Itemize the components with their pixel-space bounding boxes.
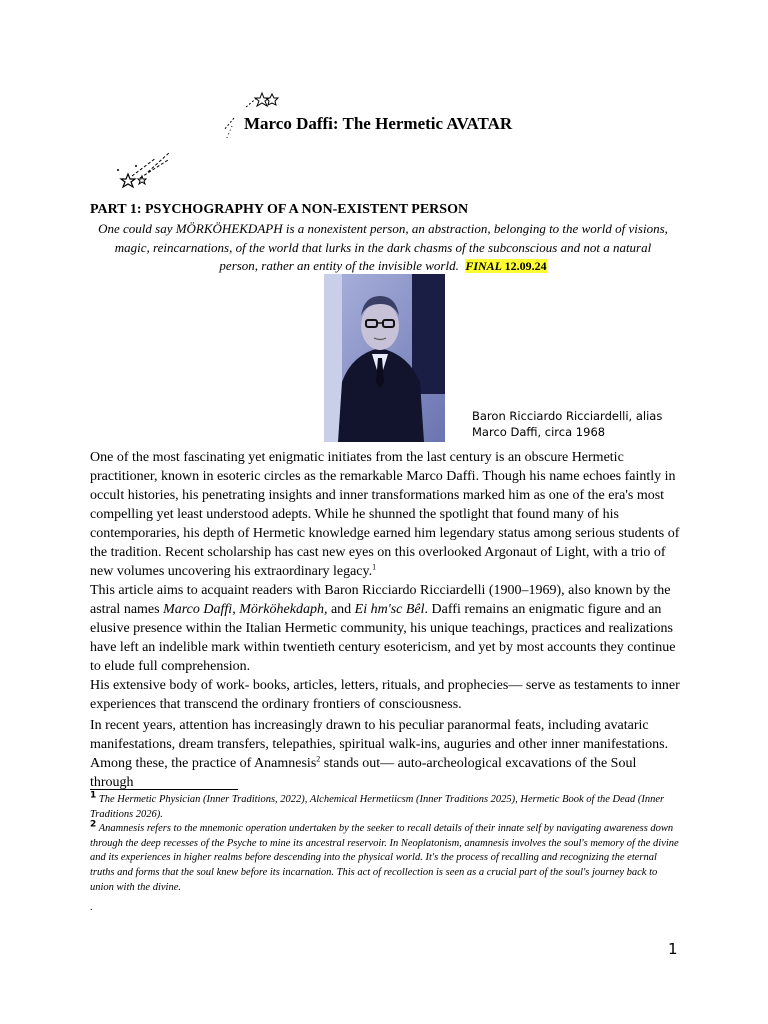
body-paragraph-1 <box>90 448 682 581</box>
paragraph-4-text-b: stands out— auto-archeological excavations of the Soul through <box>90 756 637 790</box>
paragraph-2-text-b: . Daffi remains an enigmatic figure and an elusive presence within the Italian Hermetic community, his unique teachings, practices and realizations have left an indelible mark within twentieth century esotericism, and yet by most accounts they continue to elude full comprehension. <box>90 602 676 674</box>
final-label: FINAL <box>465 259 502 273</box>
footnote-1-text: The Hermetic Physician (Inner Traditions, 2022), Alchemical Hermetiicsm (Inner Traditions 2025), Hermetic Book of the Dead (Inner Traditions 2026). <box>90 794 665 820</box>
paragraph-3-text: His extensive body of work- books, articles, letters, rituals, and prophecies— serve as testaments to inner experiences that transcend the ordinary frontiers of consciousness. <box>90 678 680 712</box>
paragraph-4-text-a: In recent years, attention has increasingly drawn to his peculiar paranormal feats, including avataric manifestations, dream transfers, telepathies, spiritual walk-ins, auguries and other inner manifestations. Among these, the practice of Anamnesis <box>90 718 669 771</box>
footnote-2-number: 2 <box>90 819 97 830</box>
body-paragraph-3 <box>90 676 682 714</box>
trailing-dot: . <box>90 902 93 913</box>
astral-name-2: Mörköhekdaph <box>239 602 324 617</box>
astral-name-1: Marco Daffi <box>163 602 233 617</box>
final-date: 12.09.24 <box>504 259 547 273</box>
page-number: 1 <box>668 940 678 958</box>
footnote-ref-2: 2 <box>316 754 321 764</box>
body-paragraph-2 <box>90 581 682 676</box>
footnote-ref-1: 1 <box>372 562 377 572</box>
caption-line-2: Marco Daffi, circa 1968 <box>472 425 606 439</box>
footnote-2-text: Anamnesis refers to the mnemonic operation undertaken by the seeker to recall details of their innate self by navigating awareness down through the deep recesses of the Psyche to mine its ancestral reservoir. In Neoplatonism, anamnesis involves the soul's memory of the divine and its experiences in higher realms before descending into the physical world. It's the process of recalling and recognizing the eternal truths and forms that the soul knew before its incarnation. This act of recollection is seen as a crucial part of the soul's journey back to union with the divine. <box>90 823 679 893</box>
footnote-separator <box>90 789 238 790</box>
body-paragraph-4 <box>90 716 682 792</box>
part-heading: PART 1: PSYCHOGRAPHY OF A NON-EXISTENT PERSON <box>90 202 469 217</box>
shooting-stars-icon <box>112 150 174 192</box>
portrait-photo <box>324 274 445 442</box>
final-highlight <box>465 259 546 273</box>
stars-doodle-icon <box>244 91 280 109</box>
footnote-1 <box>90 790 682 822</box>
separator-2: , and <box>323 602 355 617</box>
photo-caption <box>472 408 672 440</box>
separator-1: , <box>232 602 240 617</box>
paragraph-1-text: One of the most fascinating yet enigmatic initiates from the last century is an obscure Hermetic practitioner, known in esoteric circles as the remarkable Marco Daffi. Though his name echoes faintly in occult histories, his penetrating insights and inner transformations marked him as one of the era's most compelling yet least understood adepts. While he shunned the spotlight that found many of his contemporaries, his depth of Hermetic knowledge earned him legendary status among serious students of the tradition. Recent scholarship has cast new eyes on this overlooked Argonaut of Light, with a trio of new volumes uncovering his extraordinary legacy. <box>90 450 680 579</box>
dashes-doodle-icon <box>222 116 236 142</box>
astral-name-3: Ei hm'sc Bêl <box>354 602 425 617</box>
document-title: Marco Daffi: The Hermetic AVATAR <box>244 114 513 133</box>
footnotes <box>90 790 682 895</box>
caption-line-1: Baron Ricciardo Ricciardelli, alias <box>472 409 663 423</box>
abstract-paragraph <box>96 220 670 276</box>
footnote-1-number: 1 <box>90 790 97 801</box>
paragraph-2-text-a: This article aims to acquaint readers with Baron Ricciardo Ricciardelli (1900–1969), also known by the astral names <box>90 583 671 617</box>
abstract-text: One could say MÖRKÖHEKDAPH is a nonexistent person, an abstraction, belonging to the world of visions, magic, reincarnations, of the world that lurks in the dark chasms of the subconscious and not a natural person, rather an entity of the invisible world. <box>98 221 668 273</box>
footnote-2 <box>90 819 682 895</box>
body-text <box>90 448 682 792</box>
